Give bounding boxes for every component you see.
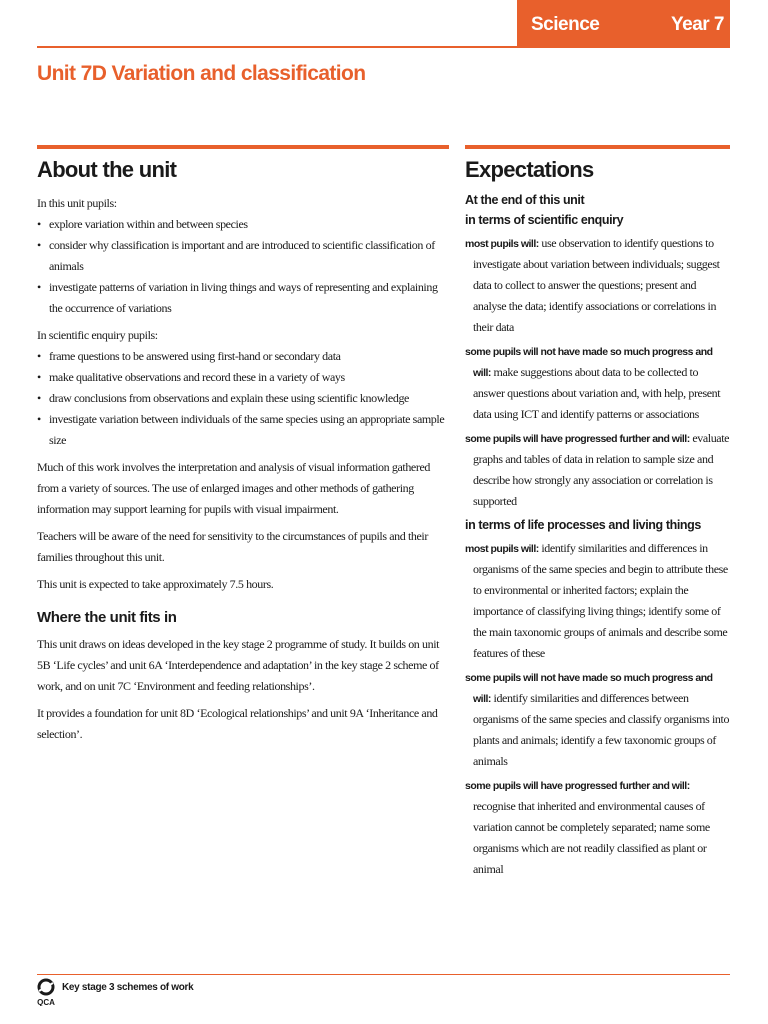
expectation-item xyxy=(465,775,730,880)
expectation-lead: some pupils will have progressed further and will: xyxy=(465,433,690,445)
footer-rule xyxy=(37,974,730,975)
expectation-lead: some pupils will not have made so much progress and will: xyxy=(465,346,713,379)
expectation-item xyxy=(465,538,730,664)
expectation-text: use observation to identify questions to investigate about variation between individuals; suggest data to collect to answer the questions; present and analyse the data; identify associations or correlations in their data xyxy=(473,236,720,334)
about-paragraph: Teachers will be aware of the need for sensitivity to the circumstances of pupils and their families throughout this unit. xyxy=(37,529,428,564)
list-item: • explore variation within and between species xyxy=(37,214,449,235)
list-item: • investigate variation between individuals of the same species using an appropriate sample size xyxy=(37,409,449,451)
qca-logo xyxy=(34,978,58,1006)
enquiry-heading: in terms of scientific enquiry xyxy=(465,213,624,227)
expectations-sub: At the end of this unit xyxy=(465,193,585,207)
list-item: • investigate patterns of variation in living things and ways of representing and explaining the occurrence of variations xyxy=(37,277,449,319)
logo-text: QCA xyxy=(37,998,55,1006)
about-heading: About the unit xyxy=(37,157,177,182)
expectations-section xyxy=(465,145,730,883)
expectation-item xyxy=(465,428,730,512)
about-list xyxy=(37,214,449,319)
expectation-lead: most pupils will: xyxy=(465,238,539,250)
list-item: • consider why classification is important and are introduced to scientific classification of animals xyxy=(37,235,449,277)
expectation-lead: some pupils will have progressed further and will: xyxy=(465,780,690,792)
about-paragraph: Much of this work involves the interpretation and analysis of visual information gathered from a variety of sources. The use of enlarged images and other methods of gathering information may support learning for pupils with visual impairment. xyxy=(37,460,430,516)
enquiry-list xyxy=(37,346,449,451)
expectation-text: evaluate graphs and tables of data in relation to sample size and describe how strongly any association or correlation is supported xyxy=(473,431,730,508)
about-bar xyxy=(37,145,449,149)
enquiry-intro: In scientific enquiry pupils: xyxy=(37,328,158,342)
expectation-text: identify similarities and differences in organisms of the same species and begin to attribute these to environmental or inherited factors; explain the importance of classifying living things; identify some of the main taxonomic groups of animals and describe some features of these xyxy=(473,541,728,660)
expectation-item xyxy=(465,341,730,425)
subject-label: Science xyxy=(531,14,600,35)
footer-text: Key stage 3 schemes of work xyxy=(62,982,194,993)
expectation-text: identify similarities and differences between organisms of the same species and classify organisms into plants and animals; identify a few taxonomic groups of animals xyxy=(473,691,730,768)
header-rule xyxy=(37,46,730,48)
year-label: Year 7 xyxy=(671,14,724,35)
expectation-lead: some pupils will not have made so much progress and will: xyxy=(465,672,713,705)
page-title: Unit 7D Variation and classification xyxy=(37,62,366,85)
expectation-item xyxy=(465,233,730,338)
about-section xyxy=(37,145,449,751)
expectations-heading: Expectations xyxy=(465,157,594,182)
about-intro: In this unit pupils: xyxy=(37,196,117,210)
expectations-bar xyxy=(465,145,730,149)
expectation-text: recognise that inherited and environmental causes of variation cannot be completely separated; name some organisms which are not readily classified as plant or animal xyxy=(473,799,710,876)
about-paragraph: This unit is expected to take approximately 7.5 hours. xyxy=(37,577,274,591)
life-heading: in terms of life processes and living things xyxy=(465,518,701,532)
fits-paragraph: This unit draws on ideas developed in the key stage 2 programme of study. It builds on unit 5B ‘Life cycles’ and unit 6A ‘Interdependence and adaptation’ in the key stage 2 scheme of work, and on unit 7C ‘Environment and feeding relationships’. xyxy=(37,637,440,693)
list-item: • draw conclusions from observations and explain these using scientific knowledge xyxy=(37,388,449,409)
header-banner xyxy=(517,0,730,48)
list-item: • make qualitative observations and record these in a variety of ways xyxy=(37,367,449,388)
expectation-item xyxy=(465,667,730,772)
expectation-text: make suggestions about data to be collected to answer questions about variation and, with help, present data using ICT and identify patterns or associations xyxy=(473,365,721,421)
list-item: • frame questions to be answered using first-hand or secondary data xyxy=(37,346,449,367)
fits-paragraph: It provides a foundation for unit 8D ‘Ecological relationships’ and unit 9A ‘Inheritance and selection’. xyxy=(37,706,438,741)
fits-heading: Where the unit fits in xyxy=(37,609,177,626)
expectation-lead: most pupils will: xyxy=(465,543,539,555)
